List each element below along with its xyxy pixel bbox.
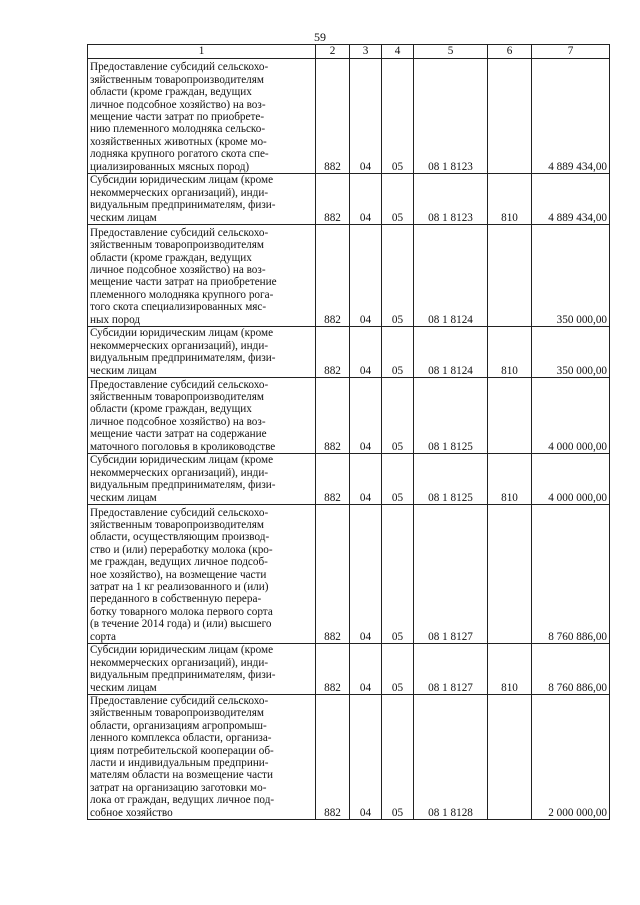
grbs-code: 882 [316,225,350,327]
amount-value: 8 760 886,00 [532,505,610,644]
grbs-code: 882 [316,327,350,378]
table-row [88,505,610,644]
grbs-code: 882 [316,174,350,225]
expense-type-code [488,505,532,644]
budget-table [87,44,610,820]
section-code: 04 [350,695,382,820]
column-header-2: 2 [316,45,350,59]
target-article-code: 08 1 8127 [414,505,488,644]
grbs-code: 882 [316,59,350,174]
target-article-code: 08 1 8123 [414,174,488,225]
grbs-code: 882 [316,505,350,644]
row-description: Субсидии юридическим лицам (кроме некоммерческих организаций), инди- видуальным предпринимателям, физи- ческим лицам [88,454,316,505]
amount-value: 4 889 434,00 [532,174,610,225]
section-code: 04 [350,327,382,378]
table-row [88,225,610,327]
grbs-code: 882 [316,695,350,820]
target-article-code: 08 1 8123 [414,59,488,174]
column-number-row [88,45,610,59]
expense-type-code [488,695,532,820]
column-header-1: 1 [88,45,316,59]
row-description: Предоставление субсидий сельскохо- зяйственным товаропроизводителям области, организациям агропромыш- ленного комплекса области, организа- циям потребительской кооперации об- ласти и индивидуальным предприни- мателям области на возмещение части затрат на организацию заготовки мо- лока от граждан, ведущих личное под- собное хозяйство [88,695,316,820]
amount-value: 2 000 000,00 [532,695,610,820]
expense-type-code [488,378,532,454]
subsection-code: 05 [382,644,414,695]
table-row [88,174,610,225]
table-row [88,695,610,820]
section-code: 04 [350,59,382,174]
section-code: 04 [350,454,382,505]
subsection-code: 05 [382,695,414,820]
grbs-code: 882 [316,454,350,505]
amount-value: 4 000 000,00 [532,378,610,454]
section-code: 04 [350,644,382,695]
row-description: Субсидии юридическим лицам (кроме некоммерческих организаций), инди- видуальным предпринимателям, физи- ческим лицам [88,327,316,378]
subsection-code: 05 [382,378,414,454]
column-header-7: 7 [532,45,610,59]
section-code: 04 [350,505,382,644]
grbs-code: 882 [316,378,350,454]
amount-value: 8 760 886,00 [532,644,610,695]
table-row [88,327,610,378]
row-description: Предоставление субсидий сельскохо- зяйственным товаропроизводителям области (кроме граждан, ведущих личное подсобное хозяйство) на воз- мещение части затрат по приобрете- нию племенного молодняка сельско- хозяйственных животных (кроме мо- лодняка крупного рогатого скота спе- циализированных мясных пород) [88,59,316,174]
expense-type-code: 810 [488,327,532,378]
subsection-code: 05 [382,454,414,505]
row-description: Предоставление субсидий сельскохо- зяйственным товаропроизводителям области, осуществляющим производ- ство и (или) переработку молока (кро- ме граждан, ведущих личное подсоб- ное хозяйство), на возмещение части затрат на 1 кг реализованного и (или) переданного в собственную перера- ботку товарного молока первого сорта (в течение 2014 года) и (или) высшего сорта [88,505,316,644]
subsection-code: 05 [382,174,414,225]
section-code: 04 [350,378,382,454]
target-article-code: 08 1 8125 [414,378,488,454]
page-number: 59 [314,30,326,44]
amount-value: 350 000,00 [532,327,610,378]
amount-value: 350 000,00 [532,225,610,327]
table-row [88,644,610,695]
grbs-code: 882 [316,644,350,695]
target-article-code: 08 1 8125 [414,454,488,505]
row-description: Субсидии юридическим лицам (кроме некоммерческих организаций), инди- видуальным предпринимателям, физи- ческим лицам [88,644,316,695]
expense-type-code: 810 [488,644,532,695]
target-article-code: 08 1 8124 [414,225,488,327]
subsection-code: 05 [382,59,414,174]
subsection-code: 05 [382,505,414,644]
column-header-6: 6 [488,45,532,59]
table-row [88,454,610,505]
subsection-code: 05 [382,327,414,378]
column-header-5: 5 [414,45,488,59]
row-description: Субсидии юридическим лицам (кроме некоммерческих организаций), инди- видуальным предпринимателям, физи- ческим лицам [88,174,316,225]
amount-value: 4 000 000,00 [532,454,610,505]
row-description: Предоставление субсидий сельскохо- зяйственным товаропроизводителям области (кроме граждан, ведущих личное подсобное хозяйство) на воз- мещение части затрат на содержание маточного поголовья в кролиководстве [88,378,316,454]
table-row [88,59,610,174]
amount-value: 4 889 434,00 [532,59,610,174]
target-article-code: 08 1 8127 [414,644,488,695]
row-description: Предоставление субсидий сельскохо- зяйственным товаропроизводителям области (кроме граждан, ведущих личное подсобное хозяйство) на воз- мещение части затрат на приобретение племенного молодняка крупного рога- того скота специализированных мяс- ных пород [88,225,316,327]
column-header-3: 3 [350,45,382,59]
expense-type-code [488,225,532,327]
expense-type-code: 810 [488,174,532,225]
table-row [88,378,610,454]
section-code: 04 [350,225,382,327]
subsection-code: 05 [382,225,414,327]
column-header-4: 4 [382,45,414,59]
target-article-code: 08 1 8128 [414,695,488,820]
expense-type-code: 810 [488,454,532,505]
section-code: 04 [350,174,382,225]
expense-type-code [488,59,532,174]
target-article-code: 08 1 8124 [414,327,488,378]
